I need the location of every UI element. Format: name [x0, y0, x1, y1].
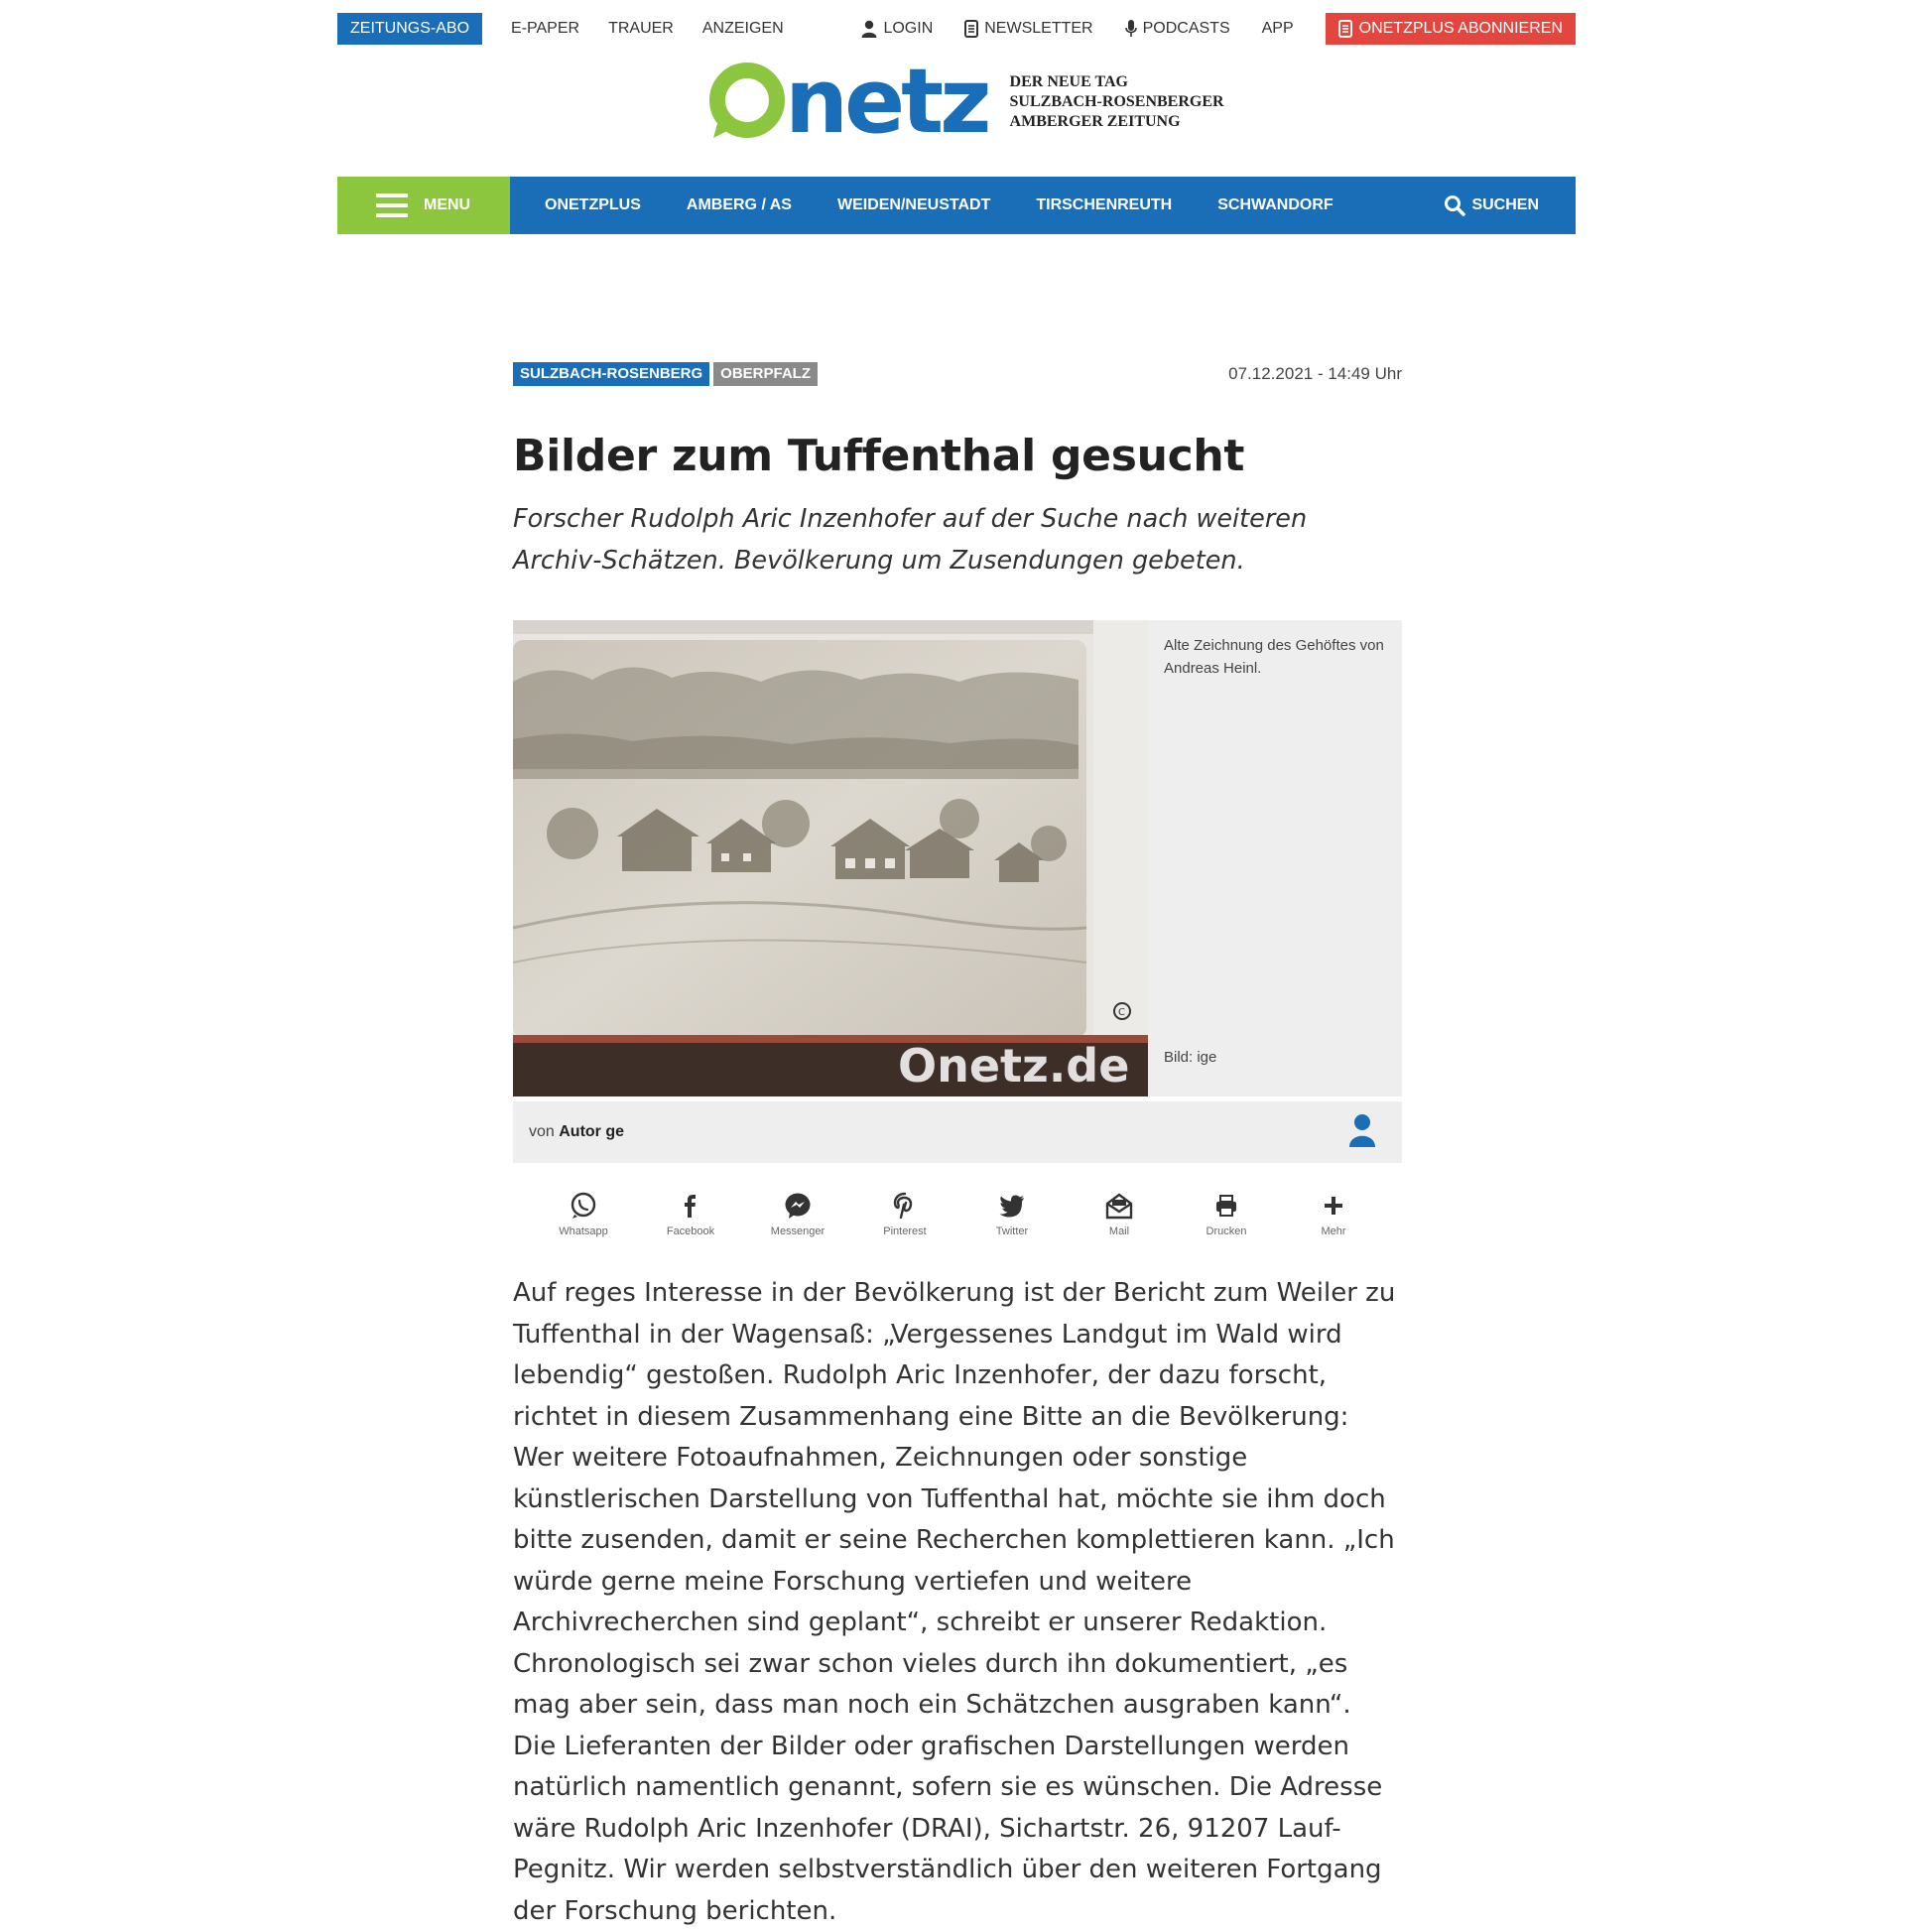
plus-icon: [1319, 1191, 1348, 1221]
share-mail-button[interactable]: [1075, 1191, 1164, 1237]
anzeigen-link[interactable]: ANZEIGEN: [701, 20, 784, 37]
logo-wordmark: netz: [785, 50, 988, 154]
search-icon: [1444, 194, 1465, 216]
subscribe-label: ONETZPLUS ABONNIEREN: [1358, 20, 1563, 37]
printer-icon: [1211, 1191, 1241, 1221]
publication-name: SULZBACH-ROSENBERGER: [1009, 93, 1224, 110]
onetzplus-subscribe-button[interactable]: [1326, 13, 1576, 45]
newsletter-icon: [964, 20, 978, 38]
nav-item-weiden-neustadt[interactable]: WEIDEN/NEUSTADT: [836, 196, 991, 213]
app-link[interactable]: APP: [1261, 20, 1294, 37]
zeitungs-abo-link[interactable]: ZEITUNGS-ABO: [337, 13, 482, 45]
article-headline: Bilder zum Tuffenthal gesucht: [513, 431, 1245, 481]
article-figure: [513, 620, 1402, 1096]
whatsapp-icon: [569, 1191, 598, 1221]
main-navigation: [337, 177, 1576, 234]
newsletter-link[interactable]: [964, 13, 1092, 45]
mail-icon: [1104, 1191, 1134, 1221]
tag-sulzbach-rosenberg[interactable]: SULZBACH-ROSENBERG: [513, 362, 709, 386]
podcasts-label: PODCASTS: [1142, 20, 1230, 37]
share-label: Facebook: [666, 1225, 715, 1237]
svg-text:C: C: [1118, 1007, 1125, 1018]
newsletter-icon: [1338, 20, 1352, 38]
share-messenger-button[interactable]: [753, 1191, 842, 1237]
author-name[interactable]: Autor ge: [559, 1123, 625, 1140]
article-teaser: Forscher Rudolph Aric Inzenhofer auf der Suche nach weiteren Archiv-Schätzen. Bevölkerung um Zusendungen gebeten.: [513, 504, 1308, 576]
share-label: Mehr: [1321, 1225, 1346, 1237]
microphone-icon: [1125, 20, 1137, 38]
newsletter-label: NEWSLETTER: [984, 20, 1093, 37]
article-paragraph: Auf reges Interesse in der Bevölkerung ist der Bericht zum Weiler zu Tuffenthal in der Wagensaß: „Vergessenes Landgut im Wald wird lebendig“ gestoßen. Rudolph Aric Inzenhofer, der dazu forscht, richtet in diesem Zusammenhang eine Bitte an die Bevölkerung: Wer weitere Fotoaufnahmen, Zeichnungen oder sonstige künstlerischen Darstellung von Tuffenthal hat, möchte sie ihm doch bitte zusenden, damit er seine Recherchen komplettieren kann. „Ich würde gerne meine Forschung vertiefen und weitere Archivrecherchen sind geplant“, schreibt er unserer Redaktion. Chronologisch sei zwar schon vieles durch ihn dokumentiert, „es mag aber sein, dass man noch ein Schätzchen ausgraben kann“. Die Lieferanten der Bilder oder grafischen Darstellungen werden natürlich namentlich genannt, sofern sie es wünschen. Die Adresse wäre Rudolph Aric Inzenhofer (DRAI), Sichartstr. 26, 91207 Lauf-Pegnitz. Wir werden selbstverständlich über den weiteren Fortgang der Forschung berichten.: [513, 1278, 1396, 1926]
image-credit: Bild: ige: [1164, 1049, 1217, 1066]
logo-publications: [1010, 72, 1224, 132]
publication-name: AMBERGER ZEITUNG: [1009, 113, 1181, 130]
article-body: [513, 1273, 1402, 1932]
author-byline: [529, 1101, 624, 1163]
publication-name: DER NEUE TAG: [1009, 73, 1128, 90]
image-caption: Alte Zeichnung des Gehöftes von Andreas Heinl.: [1164, 637, 1384, 677]
logo-o-mark: [707, 63, 787, 142]
e-paper-link[interactable]: E-PAPER: [511, 20, 580, 37]
article-date: 07.12.2021 - 14:49 Uhr: [1228, 364, 1402, 383]
hamburger-icon: [376, 188, 408, 223]
search-button[interactable]: [1444, 177, 1539, 234]
share-label: Pinterest: [883, 1225, 927, 1237]
share-label: Twitter: [995, 1225, 1029, 1237]
login-link[interactable]: [861, 13, 933, 45]
tag-oberpfalz[interactable]: OBERPFALZ: [713, 362, 818, 386]
share-label: Drucken: [1206, 1225, 1247, 1237]
share-label: Messenger: [770, 1225, 826, 1237]
share-label: Whatsapp: [559, 1225, 608, 1237]
menu-button[interactable]: [337, 177, 510, 234]
image-watermark: Onetz.de: [898, 1039, 1130, 1093]
onetz-logo[interactable]: [707, 50, 1224, 154]
share-label: Mail: [1108, 1225, 1130, 1237]
menu-label: MENU: [424, 196, 471, 213]
messenger-icon: [783, 1191, 813, 1221]
article-image[interactable]: [513, 620, 1148, 1096]
utility-bar: [337, 13, 1576, 45]
twitter-icon: [997, 1191, 1027, 1221]
search-label: SUCHEN: [1471, 196, 1539, 213]
pinterest-icon: [890, 1191, 920, 1221]
share-bar: [513, 1191, 1402, 1250]
login-label: LOGIN: [883, 20, 934, 37]
nav-item-onetzplus[interactable]: ONETZPLUS: [545, 196, 641, 213]
article: [513, 362, 1402, 1926]
article-meta: [513, 362, 1402, 386]
nav-item-amberg[interactable]: AMBERG / AS: [686, 196, 792, 213]
share-twitter-button[interactable]: [967, 1191, 1057, 1237]
user-icon: [861, 20, 877, 38]
nav-item-tirschenreuth[interactable]: TIRSCHENREUTH: [1036, 196, 1173, 213]
author-avatar-icon[interactable]: [1348, 1113, 1376, 1152]
podcasts-link[interactable]: [1125, 13, 1230, 45]
facebook-icon: [676, 1191, 705, 1221]
share-print-button[interactable]: [1182, 1191, 1271, 1237]
nav-item-schwandorf[interactable]: SCHWANDORF: [1217, 196, 1334, 213]
share-facebook-button[interactable]: [646, 1191, 735, 1237]
author-bar: [513, 1101, 1402, 1163]
share-more-button[interactable]: [1289, 1191, 1378, 1237]
author-prefix: von: [529, 1123, 555, 1140]
share-whatsapp-button[interactable]: [539, 1191, 628, 1237]
trauer-link[interactable]: TRAUER: [608, 20, 674, 37]
share-pinterest-button[interactable]: [860, 1191, 950, 1237]
